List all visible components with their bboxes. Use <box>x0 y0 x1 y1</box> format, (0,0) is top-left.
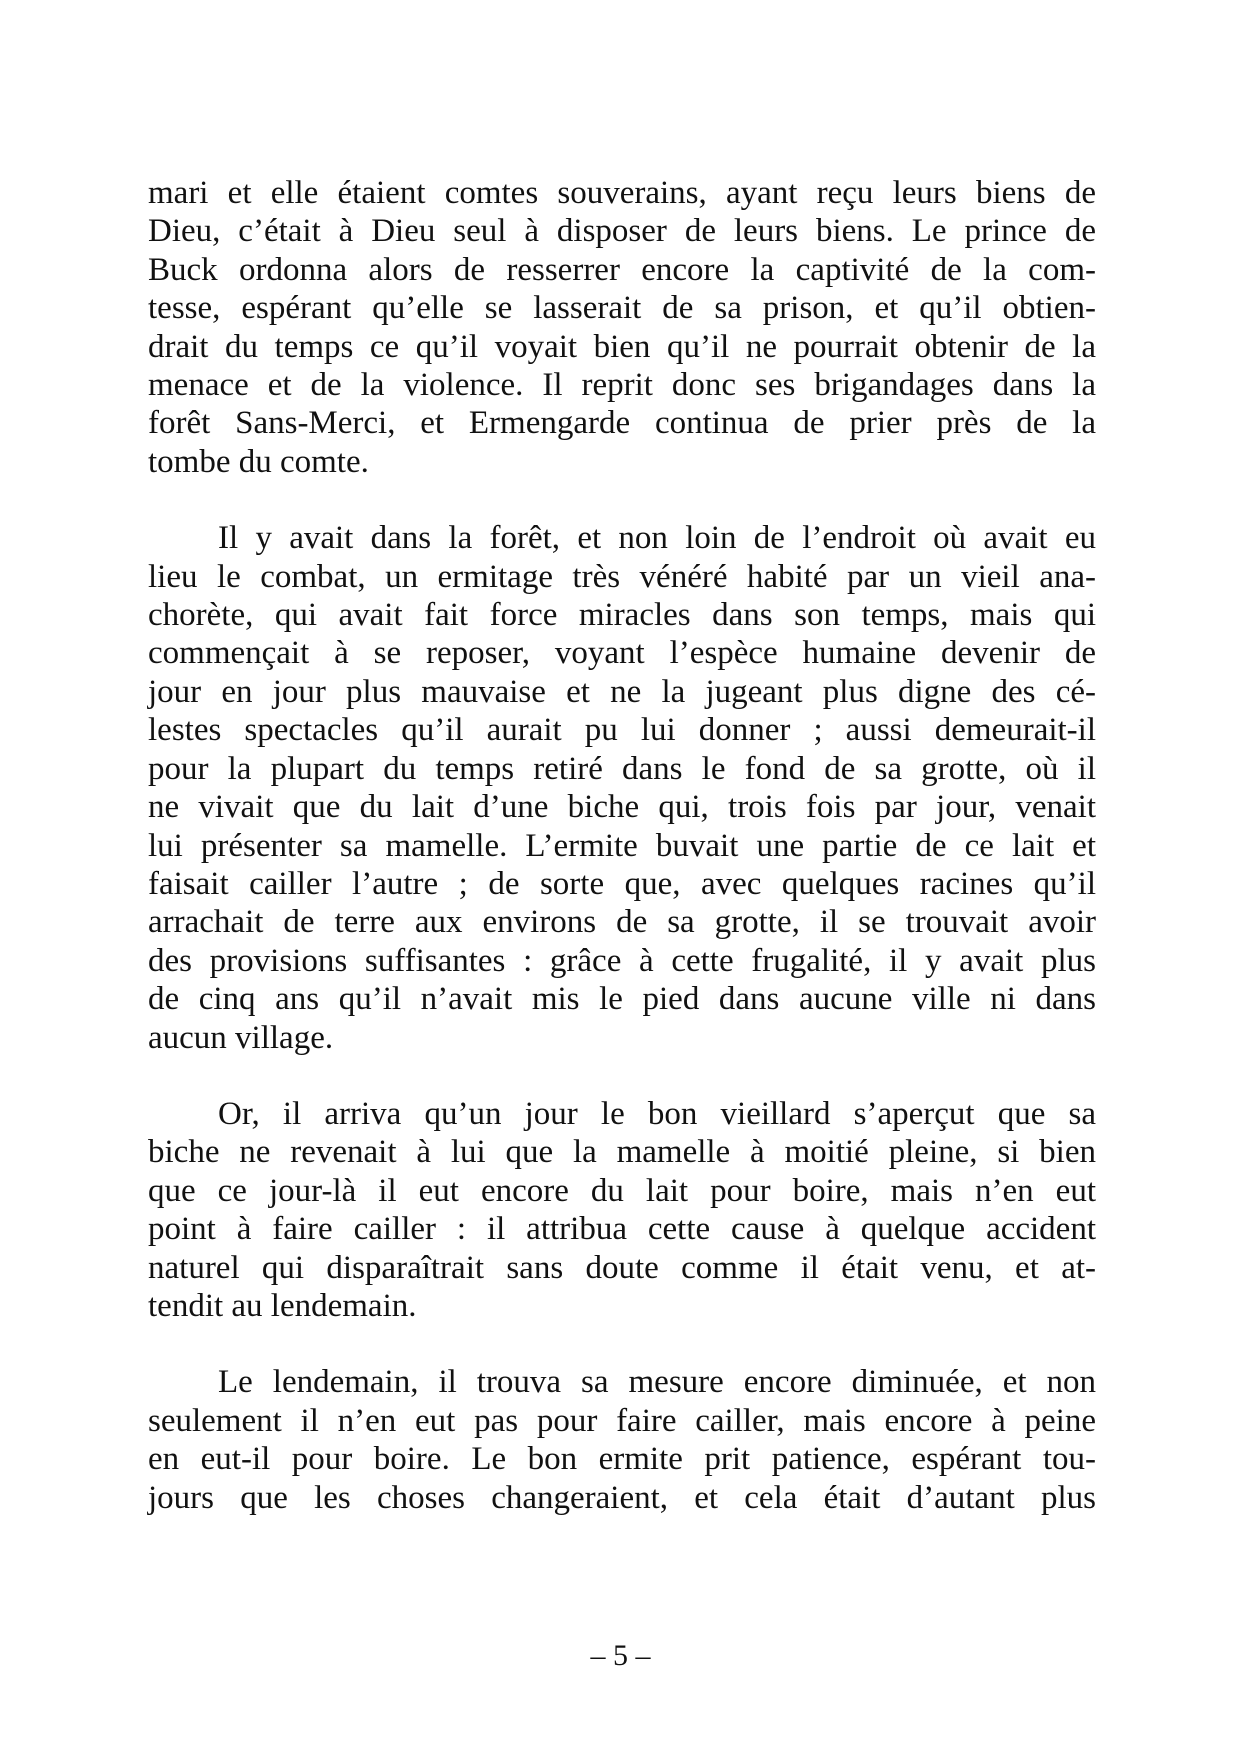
text-line: aucun village. <box>148 1019 334 1056</box>
text-line: drait du temps ce qu’il voyait bien qu’il ne pourrait obtenir de la <box>148 328 1096 365</box>
text-line: forêt Sans-Merci, et Ermengarde continua de prier près de la <box>148 405 1096 442</box>
text-line: tendit au lendemain. <box>148 1287 417 1324</box>
text-line: Buck ordonna alors de resserrer encore la captivité de la com- <box>148 251 1096 288</box>
text-line: seulement il n’en eut pas pour faire cailler, mais encore à peine <box>148 1402 1096 1439</box>
text-line: menace et de la violence. Il reprit donc ses brigandages dans la <box>148 367 1096 404</box>
paragraph-3 <box>148 1095 1096 1325</box>
text-line: Il y avait dans la forêt, et non loin de l’endroit où avait eu <box>218 520 1096 557</box>
text-line: des provisions suffisantes : grâce à cette frugalité, il y avait plus <box>148 942 1096 979</box>
text-line: Le lendemain, il trouva sa mesure encore diminuée, et non <box>218 1364 1096 1401</box>
text-line: mari et elle étaient comtes souverains, ayant reçu leurs biens de <box>148 175 1096 211</box>
text-line: en eut-il pour boire. Le bon ermite prit patience, espérant tou- <box>148 1441 1096 1478</box>
text-line: arrachait de terre aux environs de sa grotte, il se trouvait avoir <box>148 904 1096 941</box>
text-line: Dieu, c’était à Dieu seul à disposer de leurs biens. Le prince de <box>148 213 1096 250</box>
text-line: chorète, qui avait fait force miracles dans son temps, mais qui <box>148 597 1096 634</box>
text-line: que ce jour-là il eut encore du lait pour boire, mais n’en eut <box>148 1172 1096 1209</box>
text-line: ne vivait que du lait d’une biche qui, trois fois par jour, venait <box>148 789 1096 826</box>
text-line: lui présenter sa mamelle. L’ermite buvait une partie de ce lait et <box>148 827 1096 864</box>
paragraph-4 <box>148 1363 1096 1517</box>
text-line: jours que les choses changeraient, et cela était d’autant plus <box>148 1479 1096 1516</box>
text-line: biche ne revenait à lui que la mamelle à moitié pleine, si bien <box>148 1134 1096 1171</box>
text-line: lestes spectacles qu’il aurait pu lui donner ; aussi demeurait-il <box>148 712 1096 749</box>
text-line: point à faire cailler : il attribua cette cause à quelque accident <box>148 1211 1096 1248</box>
text-line: faisait cailler l’autre ; de sorte que, avec quelques racines qu’il <box>148 865 1096 902</box>
text-line: tesse, espérant qu’elle se lasserait de sa prison, et qu’il obtien- <box>148 290 1096 327</box>
page-number: – 5 – <box>590 1639 651 1672</box>
text-line: commençait à se reposer, voyant l’espèce humaine devenir de <box>148 635 1096 672</box>
text-line: naturel qui disparaîtrait sans doute comme il était venu, et at- <box>148 1249 1096 1286</box>
paragraph-1 <box>148 174 1096 481</box>
text-line: lieu le combat, un ermitage très vénéré habité par un vieil ana- <box>148 558 1096 595</box>
text-line: tombe du comte. <box>148 443 369 480</box>
body-text <box>148 174 1096 1555</box>
text-line: Or, il arriva qu’un jour le bon vieillard s’aperçut que sa <box>218 1095 1096 1132</box>
paragraph-2 <box>148 519 1096 1057</box>
text-line: jour en jour plus mauvaise et ne la jugeant plus digne des cé- <box>148 673 1096 710</box>
text-line: de cinq ans qu’il n’avait mis le pied dans aucune ville ni dans <box>148 981 1096 1018</box>
text-line: pour la plupart du temps retiré dans le fond de sa grotte, où il <box>148 750 1096 787</box>
